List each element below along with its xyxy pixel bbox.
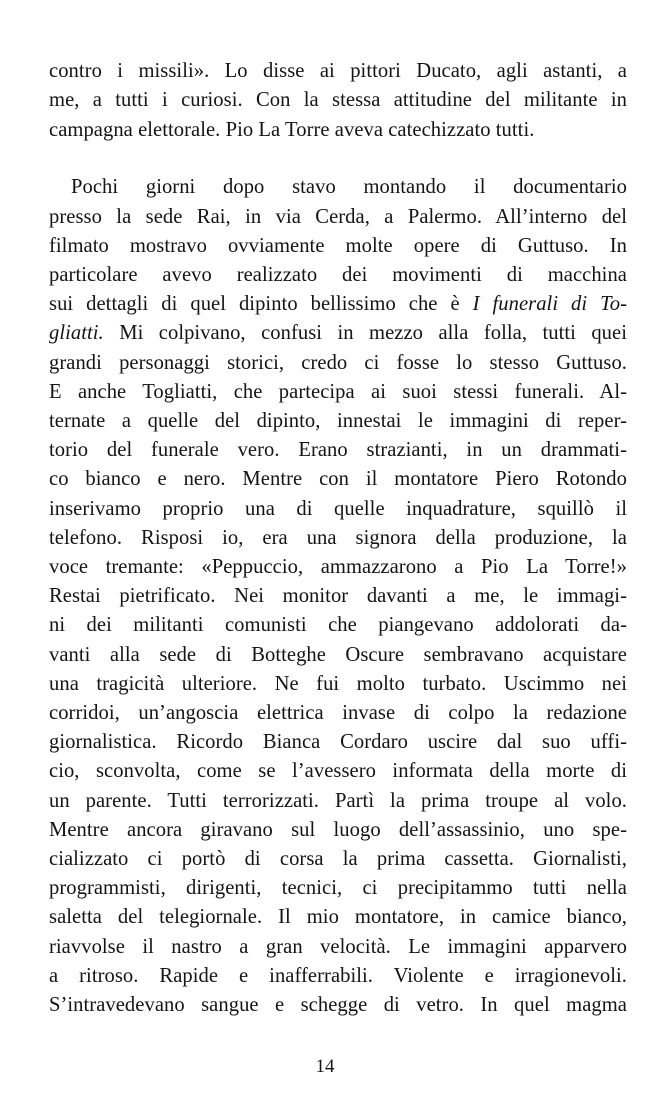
text-line: co bianco e nero. Mentre con il montatore Piero Rotondo [49, 468, 627, 490]
text-line: a ritroso. Rapide e inafferrabili. Violente e irragionevoli. [49, 965, 627, 987]
text-line-segment: sui dettagli di quel dipinto bellissimo che è [49, 293, 473, 315]
text-line: cializzato ci portò di corsa la prima cassetta. Giornalisti, [49, 848, 627, 870]
text-line: campagna elettorale. Pio La Torre aveva catechizzato tutti. [49, 119, 535, 141]
text-line: Pochi giorni dopo stavo montando il documentario [71, 176, 627, 198]
text-line: un parente. Tutti terrorizzati. Partì la prima troupe al volo. [49, 790, 627, 812]
text-line: inserivamo proprio una di quelle inquadrature, squillò il [49, 498, 627, 520]
text-line: ternate a quelle del dipinto, innestai le immagini di reper- [49, 410, 627, 432]
text-line: contro i missili». Lo disse ai pittori Ducato, agli astanti, a [49, 60, 627, 82]
text-line: E anche Togliatti, che partecipa ai suoi stessi funerali. Al- [49, 381, 627, 403]
text-line: voce tremante: «Peppuccio, ammazzarono a Pio La Torre!» [49, 556, 627, 578]
page-number: 14 [315, 1056, 335, 1077]
text-line: grandi personaggi storici, credo ci fosse lo stesso Guttuso. [49, 352, 627, 374]
text-line: giornalistica. Ricordo Bianca Cordaro uscire dal suo uffi- [49, 731, 627, 753]
text-line: ni dei militanti comunisti che piangevano addolorati da- [49, 614, 627, 636]
text-line [49, 290, 627, 319]
text-line: filmato mostravo ovviamente molte opere di Guttuso. In [49, 235, 627, 257]
text-line: riavvolse il nastro a gran velocità. Le immagini apparvero [49, 936, 627, 958]
text-line: me, a tutti i curiosi. Con la stessa attitudine del militante in [49, 89, 627, 111]
artwork-title: gliatti. [49, 322, 104, 344]
text-line: vanti alla sede di Botteghe Oscure sembravano acquistare [49, 644, 627, 666]
text-line: corridoi, un’angoscia elettrica invase di colpo la redazione [49, 702, 627, 724]
text-line-segment: Mi colpivano, confusi in mezzo alla folla, tutti quei [103, 322, 627, 344]
text-line: cio, sconvolta, come se l’avessero informata della morte di [49, 760, 627, 782]
text-line: saletta del telegiornale. Il mio montatore, in camice bianco, [49, 906, 627, 928]
text-line: telefono. Risposi io, era una signora della produzione, la [49, 527, 627, 549]
text-line: una tragicità ulteriore. Ne fui molto turbato. Uscimmo nei [49, 673, 627, 695]
text-line [49, 319, 627, 348]
text-line: S’intravedevano sangue e schegge di vetro. In quel magma [49, 994, 627, 1016]
text-line: particolare avevo realizzato dei movimenti di macchina [49, 264, 627, 286]
text-line: presso la sede Rai, in via Cerda, a Palermo. All’interno del [49, 206, 627, 228]
artwork-title: I funerali di To- [472, 293, 627, 315]
text-line: Mentre ancora giravano sul luogo dell’assassinio, uno spe- [49, 819, 627, 841]
text-line: torio del funerale vero. Erano strazianti, in un drammati- [49, 439, 627, 461]
text-line: Restai pietrificato. Nei monitor davanti a me, le immagi- [49, 585, 627, 607]
text-line: programmisti, dirigenti, tecnici, ci precipitammo tutti nella [49, 877, 627, 899]
